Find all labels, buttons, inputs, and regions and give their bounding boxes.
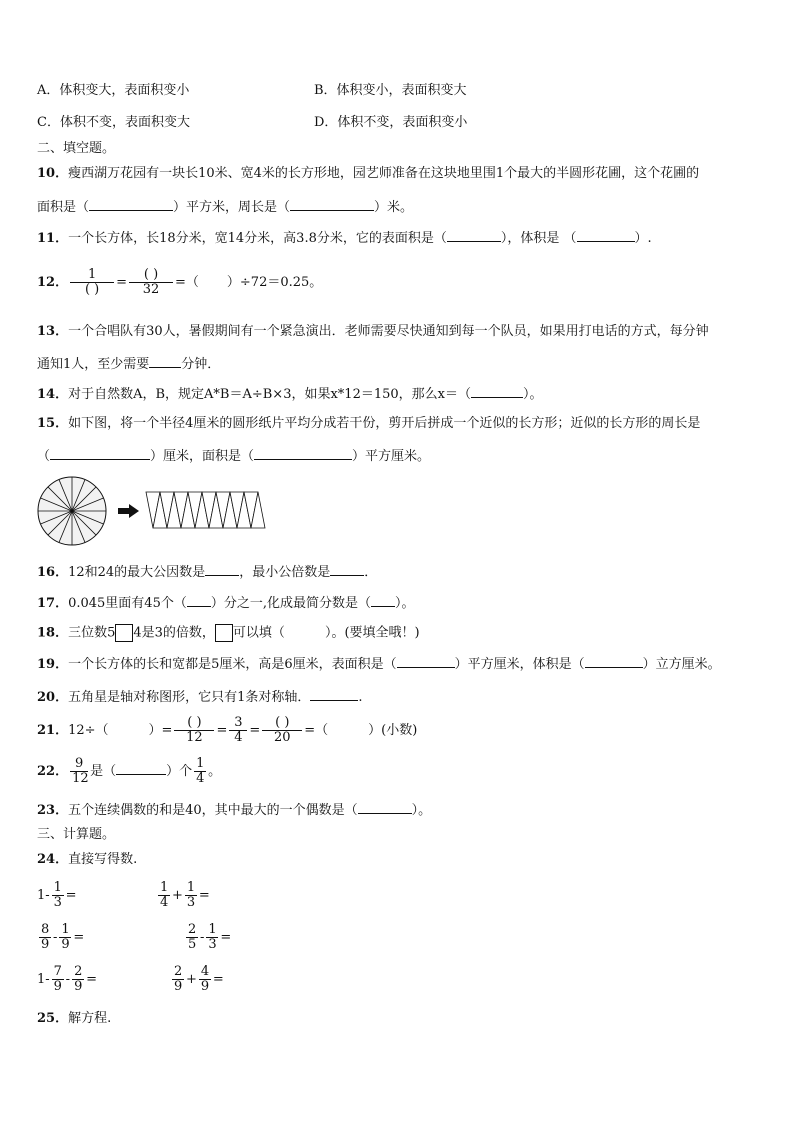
- equals-sign: =: [116, 275, 127, 290]
- question-text: 一个合唱队有30人，暑假期间有一个紧急演出．老师需要尽快通知到每一个队员，如果用打电话的方式，每分钟: [68, 324, 709, 339]
- question-number: 24．: [37, 852, 69, 867]
- question-text: ）立方厘米。: [642, 657, 721, 672]
- fraction: [262, 716, 302, 745]
- fraction: [129, 268, 173, 297]
- question-text: 五角星是轴对称图形，它只有1条对称轴．: [68, 690, 311, 705]
- fraction: [174, 716, 214, 745]
- numerator: 1: [87, 267, 97, 282]
- question-20: 20．五角星是轴对称图形，它只有1条对称轴． .: [37, 690, 363, 705]
- question-number: 11．: [37, 231, 69, 246]
- question-text: ）米。: [374, 200, 414, 215]
- fraction: [186, 923, 198, 952]
- question-text: 三位数5: [68, 625, 116, 641]
- denominator: 9: [61, 937, 70, 952]
- question-text: ），体积是 （: [500, 231, 577, 246]
- fraction: [185, 881, 197, 910]
- calc-3-right: [170, 961, 254, 999]
- question-14: [37, 385, 543, 403]
- question-number: 18．: [37, 625, 69, 641]
- question-text: （: [37, 449, 51, 464]
- option-a: A．体积变大，表面积变小: [37, 83, 190, 98]
- denominator: 3: [186, 895, 196, 910]
- denominator: 32: [129, 282, 173, 297]
- question-number: 17．: [37, 596, 69, 611]
- question-text: 12和24的最大公因数是: [68, 565, 206, 580]
- question-text: 分钟．: [181, 357, 221, 372]
- denominator[interactable]: ( ): [70, 282, 114, 297]
- question-23: [37, 801, 431, 819]
- question-number: 10．: [37, 166, 69, 181]
- numerator: 8: [41, 922, 50, 937]
- fraction: [59, 923, 71, 952]
- question-text: ，最小公倍数是: [239, 565, 331, 580]
- option-d: D．体积不变，表面积变小: [314, 115, 468, 130]
- answer-blank[interactable]: [310, 688, 358, 701]
- question-text: 如下图，将一个半径4厘米的圆形纸片平均分成若干份，剪开后拼成一个近似的长方形；近似的长方形的周长是: [68, 416, 701, 431]
- fraction: [52, 965, 64, 994]
- answer-blank[interactable]: [330, 563, 364, 576]
- question-text: ）(小数): [368, 723, 418, 738]
- numerator: 4: [200, 964, 210, 979]
- question-text: ）分之一,化成最简分数是（: [210, 596, 371, 611]
- answer-blank[interactable]: [577, 229, 635, 242]
- fraction: [158, 881, 170, 910]
- approximate-rectangle: [146, 492, 265, 528]
- numerator[interactable]: ( ): [275, 715, 290, 730]
- answer-blank[interactable]: [471, 385, 523, 398]
- answer-blank[interactable]: [149, 355, 181, 368]
- denominator: 9: [200, 979, 210, 994]
- question-text: ）平方米，周长是（: [173, 200, 291, 215]
- question-text: 是（: [90, 764, 117, 779]
- answer-blank[interactable]: [397, 655, 455, 668]
- denominator: 9: [53, 979, 62, 994]
- section-calculation-heading: 三、计算题。: [37, 827, 116, 842]
- calc-1-left: [37, 877, 107, 915]
- question-25: [37, 1011, 111, 1027]
- denominator: 4: [229, 730, 247, 745]
- numerator: 3: [234, 715, 243, 730]
- equals-sign: =: [65, 888, 77, 903]
- question-number: 13．: [37, 324, 69, 339]
- question-11: [37, 229, 652, 247]
- numerator[interactable]: ( ): [187, 715, 202, 730]
- question-number: 16．: [37, 565, 69, 580]
- question-text: 瘦西湖万花园有一块长10米、宽4米的长方形地，园艺师准备在这块地里围1个最大的半圆形花圃，这个花圃的: [68, 166, 700, 181]
- question-text: 可以填（: [232, 625, 285, 641]
- question-text: 一个长方体的长和宽都是5厘米，高是6厘米，表面积是（: [68, 657, 397, 672]
- option-c: C．体积不变，表面积变大: [37, 115, 190, 130]
- arrow-icon: [118, 504, 139, 518]
- question-text: ）=: [148, 723, 173, 738]
- equals-sign: =: [73, 930, 85, 945]
- denominator: 5: [188, 937, 197, 952]
- question-18: [37, 624, 420, 642]
- section-fill-in-heading: 二、填空题。: [37, 141, 116, 156]
- answer-blank[interactable]: [50, 447, 150, 460]
- numerator: 9: [74, 756, 84, 771]
- digit-box[interactable]: [115, 624, 133, 642]
- fraction: [194, 757, 206, 786]
- denominator: 12: [72, 771, 89, 786]
- question-text: 对于自然数A，B，规定A*B＝A÷B×3，如果x*12＝150，那么x＝（: [68, 387, 471, 402]
- operator: -: [200, 930, 205, 945]
- circle-to-rectangle-figure: [36, 476, 266, 548]
- question-21: [37, 712, 417, 750]
- fraction: [229, 716, 247, 745]
- fraction: [70, 757, 88, 786]
- calc-2-right: [184, 919, 261, 957]
- expression-text: 1-: [37, 972, 50, 987]
- equals-sign: =: [198, 888, 210, 903]
- denominator: 9: [41, 937, 50, 952]
- denominator: 9: [174, 979, 183, 994]
- question-text: =（: [175, 275, 199, 290]
- fraction: [206, 923, 218, 952]
- question-24: [37, 852, 137, 868]
- fraction: [199, 965, 211, 994]
- question-text: 。: [208, 764, 222, 779]
- denominator: 20: [262, 730, 302, 745]
- question-13-line2: [37, 355, 220, 373]
- question-12: [37, 263, 322, 303]
- denominator: 4: [160, 895, 169, 910]
- numerator: 1: [53, 880, 62, 895]
- numerator: 2: [188, 922, 197, 937]
- answer-blank[interactable]: [116, 762, 166, 775]
- question-number: 19．: [37, 657, 69, 672]
- answer-blank[interactable]: [187, 594, 211, 607]
- option-b: B．体积变小，表面积变大: [314, 83, 467, 98]
- denominator: 9: [74, 979, 83, 994]
- question-number: 15．: [37, 416, 69, 431]
- denominator: 3: [208, 937, 217, 952]
- numerator[interactable]: ( ): [143, 267, 159, 282]
- equals-sign: =: [212, 972, 224, 987]
- question-text: ）平方厘米。: [352, 449, 431, 464]
- digit-box[interactable]: [215, 624, 233, 642]
- operator: -: [65, 972, 71, 987]
- calc-3-left: [37, 961, 127, 999]
- question-15-line1: [37, 416, 700, 432]
- question-text: ）。: [523, 387, 543, 402]
- question-number: 25．: [37, 1011, 69, 1026]
- denominator: 4: [196, 771, 205, 786]
- answer-blank[interactable]: [290, 198, 374, 211]
- question-17: [37, 594, 415, 612]
- question-text: ）。(要填全哦！): [324, 625, 420, 641]
- answer-blank[interactable]: [89, 198, 173, 211]
- question-text: ）.: [634, 231, 652, 246]
- answer-blank[interactable]: [585, 655, 643, 668]
- answer-blank[interactable]: [358, 801, 412, 814]
- equals-sign: =: [249, 723, 261, 738]
- numerator: 1: [186, 880, 196, 895]
- fraction: [72, 965, 84, 994]
- question-22: [37, 753, 221, 791]
- fraction: [39, 923, 51, 952]
- numerator: 1: [160, 880, 169, 895]
- question-text: ）。: [395, 596, 415, 611]
- question-text: 4是3的倍数，: [133, 625, 215, 641]
- question-text: 0.045里面有45个（: [68, 596, 187, 611]
- fraction: [172, 965, 184, 994]
- question-text: 通知1人，至少需要: [37, 357, 150, 372]
- calc-1-right: [156, 877, 240, 915]
- question-text: ）个: [166, 764, 193, 779]
- numerator: 2: [74, 964, 83, 979]
- equals-sign: =: [86, 972, 97, 987]
- operator: +: [186, 972, 197, 987]
- equals-sign: =: [220, 930, 232, 945]
- question-text: 12÷（: [68, 723, 109, 738]
- question-15-line2: [37, 447, 430, 465]
- operator: -: [53, 930, 58, 945]
- question-text: ）÷72＝0.25。: [226, 275, 323, 290]
- question-text: 直接写得数.: [68, 852, 138, 867]
- question-text: ）平方厘米，体积是（: [454, 657, 585, 672]
- expression-text: 1-: [37, 888, 50, 903]
- question-13-line1: [37, 324, 709, 340]
- denominator: 3: [53, 895, 62, 910]
- denominator: 12: [174, 730, 214, 745]
- question-text: 面积是（: [37, 200, 90, 215]
- question-16: [37, 563, 377, 581]
- question-10-line1: [37, 166, 699, 182]
- numerator: 7: [53, 964, 62, 979]
- answer-blank[interactable]: [371, 594, 395, 607]
- question-text: =（: [304, 723, 329, 738]
- question-10-line2: [37, 198, 413, 216]
- answer-blank[interactable]: [205, 563, 239, 576]
- question-number: 12．: [37, 275, 69, 290]
- operator: +: [172, 888, 183, 903]
- numerator: 1: [196, 756, 205, 771]
- question-number: 20．: [37, 690, 69, 705]
- question-number: 14．: [37, 387, 69, 402]
- question-number: 23．: [37, 803, 69, 818]
- numerator: 2: [174, 964, 183, 979]
- numerator: 1: [208, 922, 217, 937]
- fraction: [52, 881, 64, 910]
- answer-blank[interactable]: [254, 447, 352, 460]
- calc-2-left: [37, 919, 114, 957]
- question-number: 22．: [37, 764, 69, 779]
- divided-circle: [38, 477, 106, 545]
- equals-sign: =: [216, 723, 228, 738]
- question-text: 五个连续偶数的和是40，其中最大的一个偶数是（: [68, 803, 358, 818]
- question-19: [37, 655, 721, 673]
- fraction: [70, 268, 114, 297]
- question-number: 21．: [37, 723, 69, 738]
- answer-blank[interactable]: [447, 229, 501, 242]
- question-text: 一个长方体，长18分米，宽14分米，高3.8分米，它的表面积是（: [68, 231, 447, 246]
- numerator: 1: [61, 922, 70, 937]
- question-text: 解方程.: [68, 1011, 112, 1026]
- question-text: ．: [364, 565, 378, 580]
- question-text: ）。: [411, 803, 432, 818]
- question-text: ）厘米，面积是（: [150, 449, 255, 464]
